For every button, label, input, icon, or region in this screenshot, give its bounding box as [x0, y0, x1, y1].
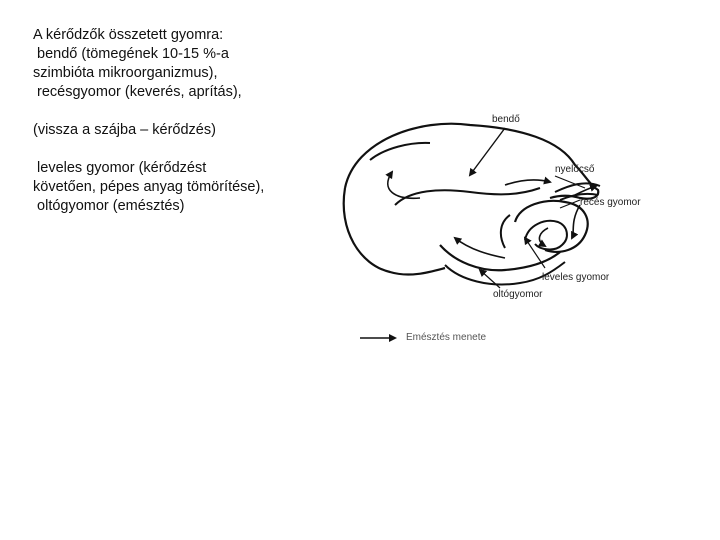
flow-arrow: [505, 180, 550, 185]
rumen-fold: [370, 143, 430, 160]
label-bendo: bendő: [492, 114, 520, 125]
label-recesgyomor: recés gyomor: [580, 197, 641, 208]
flow-arrow: [539, 228, 548, 246]
leader-line: [470, 128, 505, 175]
rumen-outline: [344, 188, 445, 275]
leader-line: [525, 238, 545, 268]
reticulum-outline: [515, 201, 588, 252]
text-line: bendő (tömegének 10-15 %-a: [33, 46, 229, 62]
text-line: A kérődzők összetett gyomra:: [33, 27, 224, 43]
text-line: recésgyomor (keverés, aprítás),: [33, 84, 242, 100]
label-nyelocso: nyelőcső: [555, 164, 595, 175]
intestine-outline: [501, 215, 510, 248]
leader-line: [480, 270, 500, 288]
label-oltogyomor: oltógyomor: [493, 289, 543, 300]
flow-arrow: [455, 238, 505, 258]
text-line: leveles gyomor (kérődzést: [33, 160, 207, 176]
text-line: szimbióta mikroorganizmus),: [33, 65, 218, 81]
text-line: oltógyomor (emésztés): [33, 198, 185, 214]
label-levelesgyomor: leveles gyomor: [542, 272, 610, 283]
text-line: (vissza a szájba – kérődzés): [33, 122, 216, 138]
flow-arrow: [572, 205, 580, 238]
legend-label: Emésztés menete: [406, 332, 487, 343]
text-line: követően, pépes anyag tömörítése),: [33, 179, 265, 195]
rumen-outline: [345, 124, 598, 199]
rumen-fold: [395, 188, 540, 205]
omasum-outline: [525, 221, 567, 250]
